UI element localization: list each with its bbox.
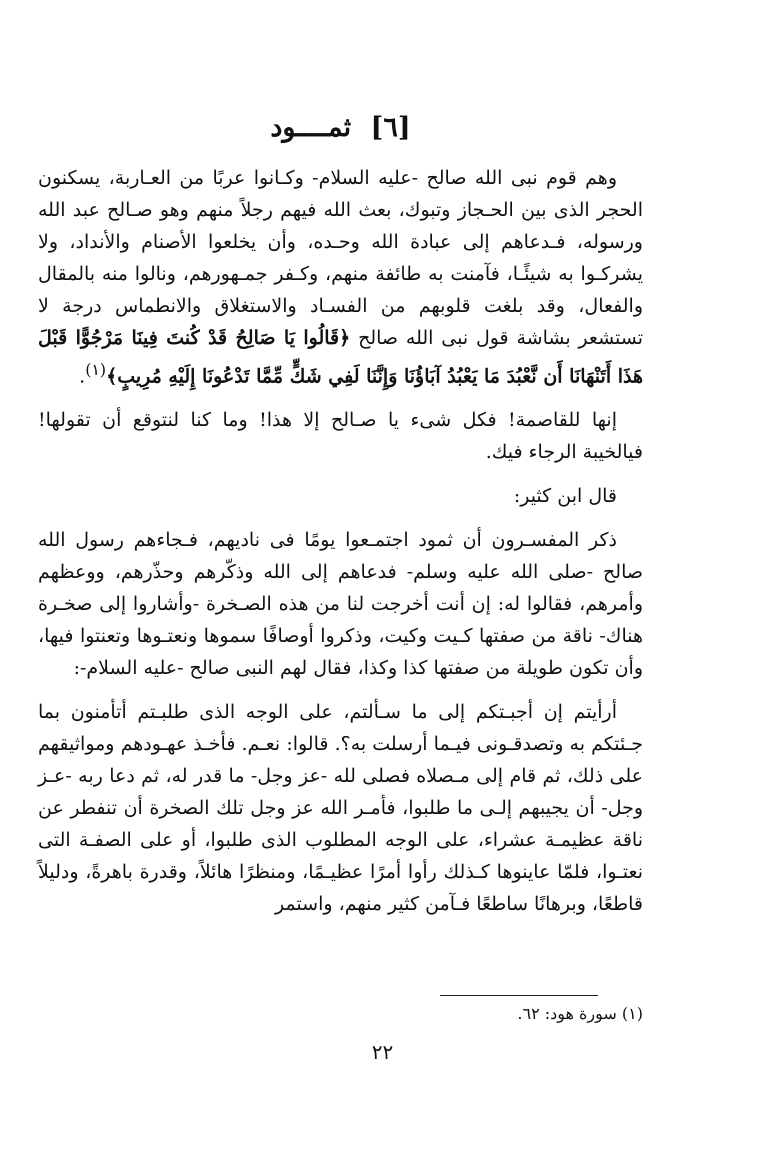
page-number: ٢٢ <box>371 1040 394 1064</box>
chapter-title <box>38 108 643 148</box>
footnote: (١) سورة هود: ٦٢. <box>517 1004 643 1023</box>
paragraph-5: أرأيتم إن أجبـتكم إلى ما سـألتم، على الوجه الذى طلبـتم أتأمنون بما جـئتكم به وتصدقـونى فيـما أرسلت به؟. قالوا: نعـم. فأخـذ عهـودهم ومواثيقهم على ذلك، ثم قام إلى مـصلاه فصلى لله -عز وجل- ما قدر له، ثم دعا ربه -عـز وجل- أن يجيبهم إلـى ما طلبوا، فأمـر الله عز وجل تلك الصخرة أن تنفطر عن ناقة عظيمـة عشراء، على الوجه المطلوب الذى طلبوا، أو على الصفـة التى نعتـوا، فلمّا عاينوها كـذلك رأوا أمرًا عظيـمًا، ومنظرًا هائلاً، وقدرة باهرةً، ودليلاً قاطعًا، وبرهانًا ساطعًا فـآمن كثير منهم، واستمر <box>38 701 643 916</box>
footnote-ref: (١) <box>85 360 107 379</box>
footnote-divider <box>440 995 598 996</box>
paragraph-1-text: وهم قوم نبى الله صالح -عليه السلام- وكـانوا عربًا من العـاربة، يسكنون الحجر الذى بين الحـجاز وتبوك، بعث الله فيهم رجلاً منهم وهو صـالح عبد الله ورسوله، فـدعاهم إلى عبادة الله وحـده، وأن يخلعوا الأصنام والأنداد، ولا يشركـوا به شيئًـا، فآمنت به طائفة منهم، وكـفر جمـهورهم، ونالوا منه بالمقال والفعال، وقد بلغت قلوبهم من الفسـاد والاستغلاق والانطماس درجة لا تستشعر بشاشة قول نبى الله صالح <box>38 167 643 349</box>
paragraph-3: قال ابن كثير: <box>513 485 617 508</box>
chapter-name: ثمــــود <box>270 112 352 143</box>
paragraph-4: ذكر المفسـرون أن ثمود اجتمـعوا يومًا فى ناديهم، فـجاءهم رسول الله صالح -صلى الله عليه وسلم- فدعاهم إلى الله وذكّرهم وحذّرهم، ووعظهم وأمرهم، فقالوا له: إن أنت أخرجت لنا من هذه الصـخرة -وأشاروا إلى صخـرة هناك- ناقة من صفتها كـيت وكيت، وذكروا أوصافًا سموها ونعتـوها وتعنتوا فيها، وأن تكون طويلة من صفتها كذا وكذا، فقال لهم النبى صالح -عليه السلام-: <box>38 529 643 680</box>
chapter-number: [٦] <box>370 112 411 143</box>
paragraph-2: إنها للقاصمة! فكل شىء يا صـالح إلا هذا! وما كنا لنتوقع أن تقولها! فيالخيبة الرجاء فيك. <box>38 409 643 464</box>
quran-verse: ﴿قَالُوا يَا صَالِحُ قَدْ كُنتَ فِينَا مَرْجُوًّا قَبْلَ هَذَا أَتَنْهَانَا أَن نَّعْبُدَ مَا يَعْبُدُ آبَاؤُنَا وَإِنَّنَا لَفِي شَكٍّ مِّمَّا تَدْعُونَا إِلَيْهِ مُرِيبٍ﴾ <box>38 327 643 388</box>
paragraph-1: وهم قوم نبى الله صالح -عليه السلام- وكـانوا عربًا من العـاربة، يسكنون الحجر الذى بين الحـجاز وتبوك، بعث الله فيهم رجلاً منهم وهو صـالح عبد الله ورسوله، فـدعاهم إلى عبادة الله وحـده، وأن يخلعوا الأصنام والأنداد، ولا يشركـوا به شيئًـا، فآمنت به طائفة منهم، وكـفر جمـهورهم، ونالوا منه بالمقال والفعال، وقد بلغت قلوبهم من الفسـاد والاستغلاق والانطماس درجة لا تستشعر بشاشة قول نبى الله صالح ﴿قَالُوا يَا صَالِحُ قَدْ كُنتَ فِينَا مَرْجُوًّا قَبْلَ هَذَا أَتَنْهَانَا أَن نَّعْبُدَ مَا يَعْبُدُ آبَاؤُنَا وَإِنَّنَا لَفِي شَكٍّ مِّمَّا تَدْعُونَا إِلَيْهِ مُرِيبٍ﴾$^{(١)}$. <box>38 167 643 388</box>
page-content <box>38 108 643 932</box>
